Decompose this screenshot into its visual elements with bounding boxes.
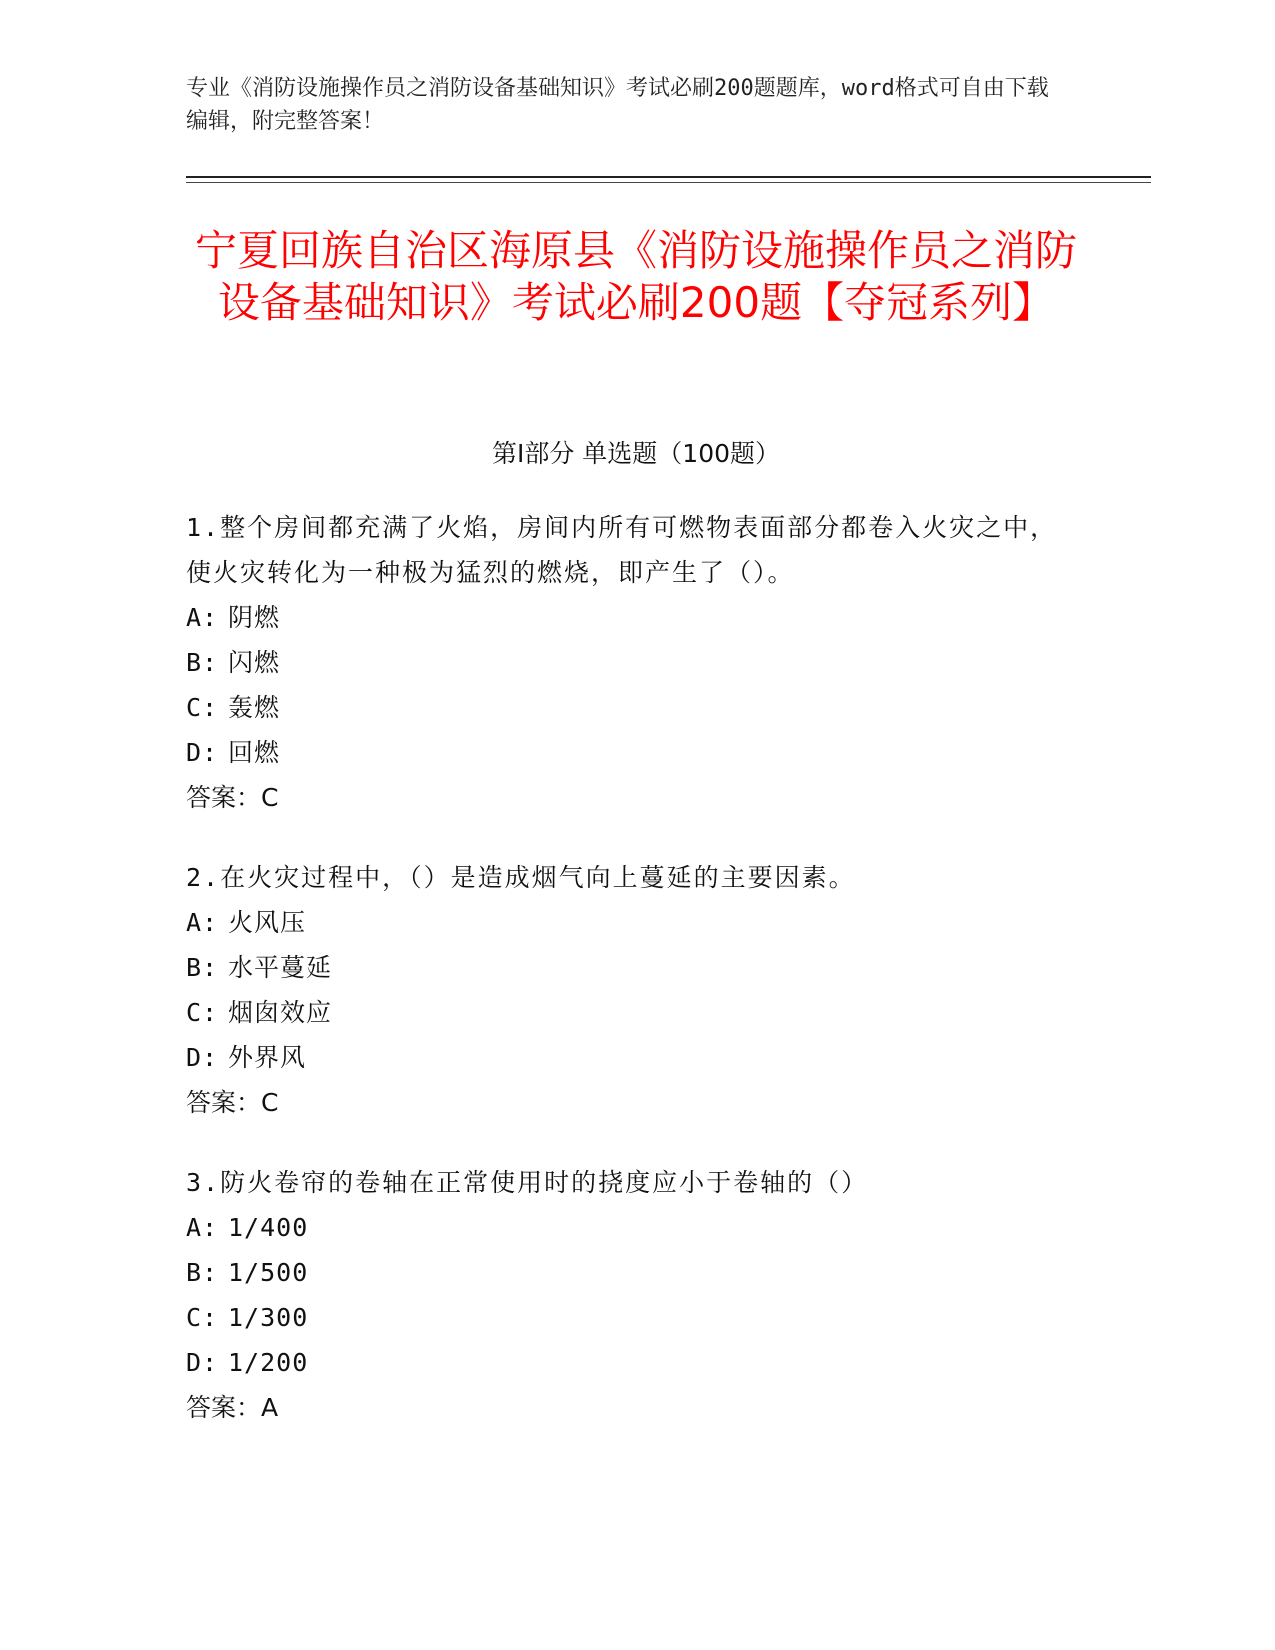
option-c <box>186 990 1066 1035</box>
option-text: 1/500 <box>228 1258 309 1287</box>
option-b <box>186 1250 1066 1295</box>
header-rule-thin <box>186 182 1151 183</box>
question-3 <box>186 1160 1066 1430</box>
option-c <box>186 685 1066 730</box>
header-note: 专业《消防设施操作员之消防设备基础知识》考试必刷200题题库，word格式可自由下载编辑，附完整答案！ <box>186 76 1049 134</box>
answer: 答案：C <box>186 783 279 812</box>
answer: 答案：A <box>186 1393 279 1422</box>
option-text: 轰燃 <box>228 693 281 722</box>
section-title: 第I部分 单选题（100题） <box>491 439 781 468</box>
option-d <box>186 1340 1066 1385</box>
question-1 <box>186 505 1066 820</box>
option-text: 烟囱效应 <box>228 998 333 1027</box>
option-text: 火风压 <box>228 908 307 937</box>
option-letter: D: <box>186 738 219 767</box>
answer: 答案：C <box>186 1088 279 1117</box>
option-letter: A: <box>186 603 219 632</box>
option-letter: B: <box>186 648 219 677</box>
option-text: 闪燃 <box>228 648 281 677</box>
question-2 <box>186 855 1066 1125</box>
option-a <box>186 900 1066 945</box>
question-text: 3.防火卷帘的卷轴在正常使用时的挠度应小于卷轴的（） <box>186 1168 869 1197</box>
option-text: 1/400 <box>228 1213 309 1242</box>
option-letter: D: <box>186 1043 219 1072</box>
option-letter: A: <box>186 1213 219 1242</box>
option-letter: B: <box>186 1258 219 1287</box>
header-rule-thick <box>186 176 1151 178</box>
option-letter: A: <box>186 908 219 937</box>
option-text: 回燃 <box>228 738 281 767</box>
option-text: 水平蔓延 <box>228 953 333 982</box>
option-a <box>186 1205 1066 1250</box>
option-text: 1/200 <box>228 1348 309 1377</box>
option-letter: C: <box>186 693 219 722</box>
option-letter: D: <box>186 1348 219 1377</box>
option-a <box>186 595 1066 640</box>
option-b <box>186 945 1066 990</box>
question-text: 1.整个房间都充满了火焰，房间内所有可燃物表面部分都卷入火灾之中，使火灾转化为一种极为猛烈的燃烧，即产生了（）。 <box>186 513 1058 587</box>
option-text: 外界风 <box>228 1043 307 1072</box>
option-text: 1/300 <box>228 1303 309 1332</box>
option-c <box>186 1295 1066 1340</box>
option-letter: C: <box>186 1303 219 1332</box>
option-d <box>186 730 1066 775</box>
option-letter: B: <box>186 953 219 982</box>
option-d <box>186 1035 1066 1080</box>
option-text: 阴燃 <box>228 603 281 632</box>
question-text: 2.在火灾过程中，（）是造成烟气向上蔓延的主要因素。 <box>186 863 856 892</box>
option-letter: C: <box>186 998 219 1027</box>
option-b <box>186 640 1066 685</box>
document-title: 宁夏回族自治区海原县《消防设施操作员之消防设备基础知识》考试必刷200题【夺冠系列】 <box>194 226 1077 327</box>
